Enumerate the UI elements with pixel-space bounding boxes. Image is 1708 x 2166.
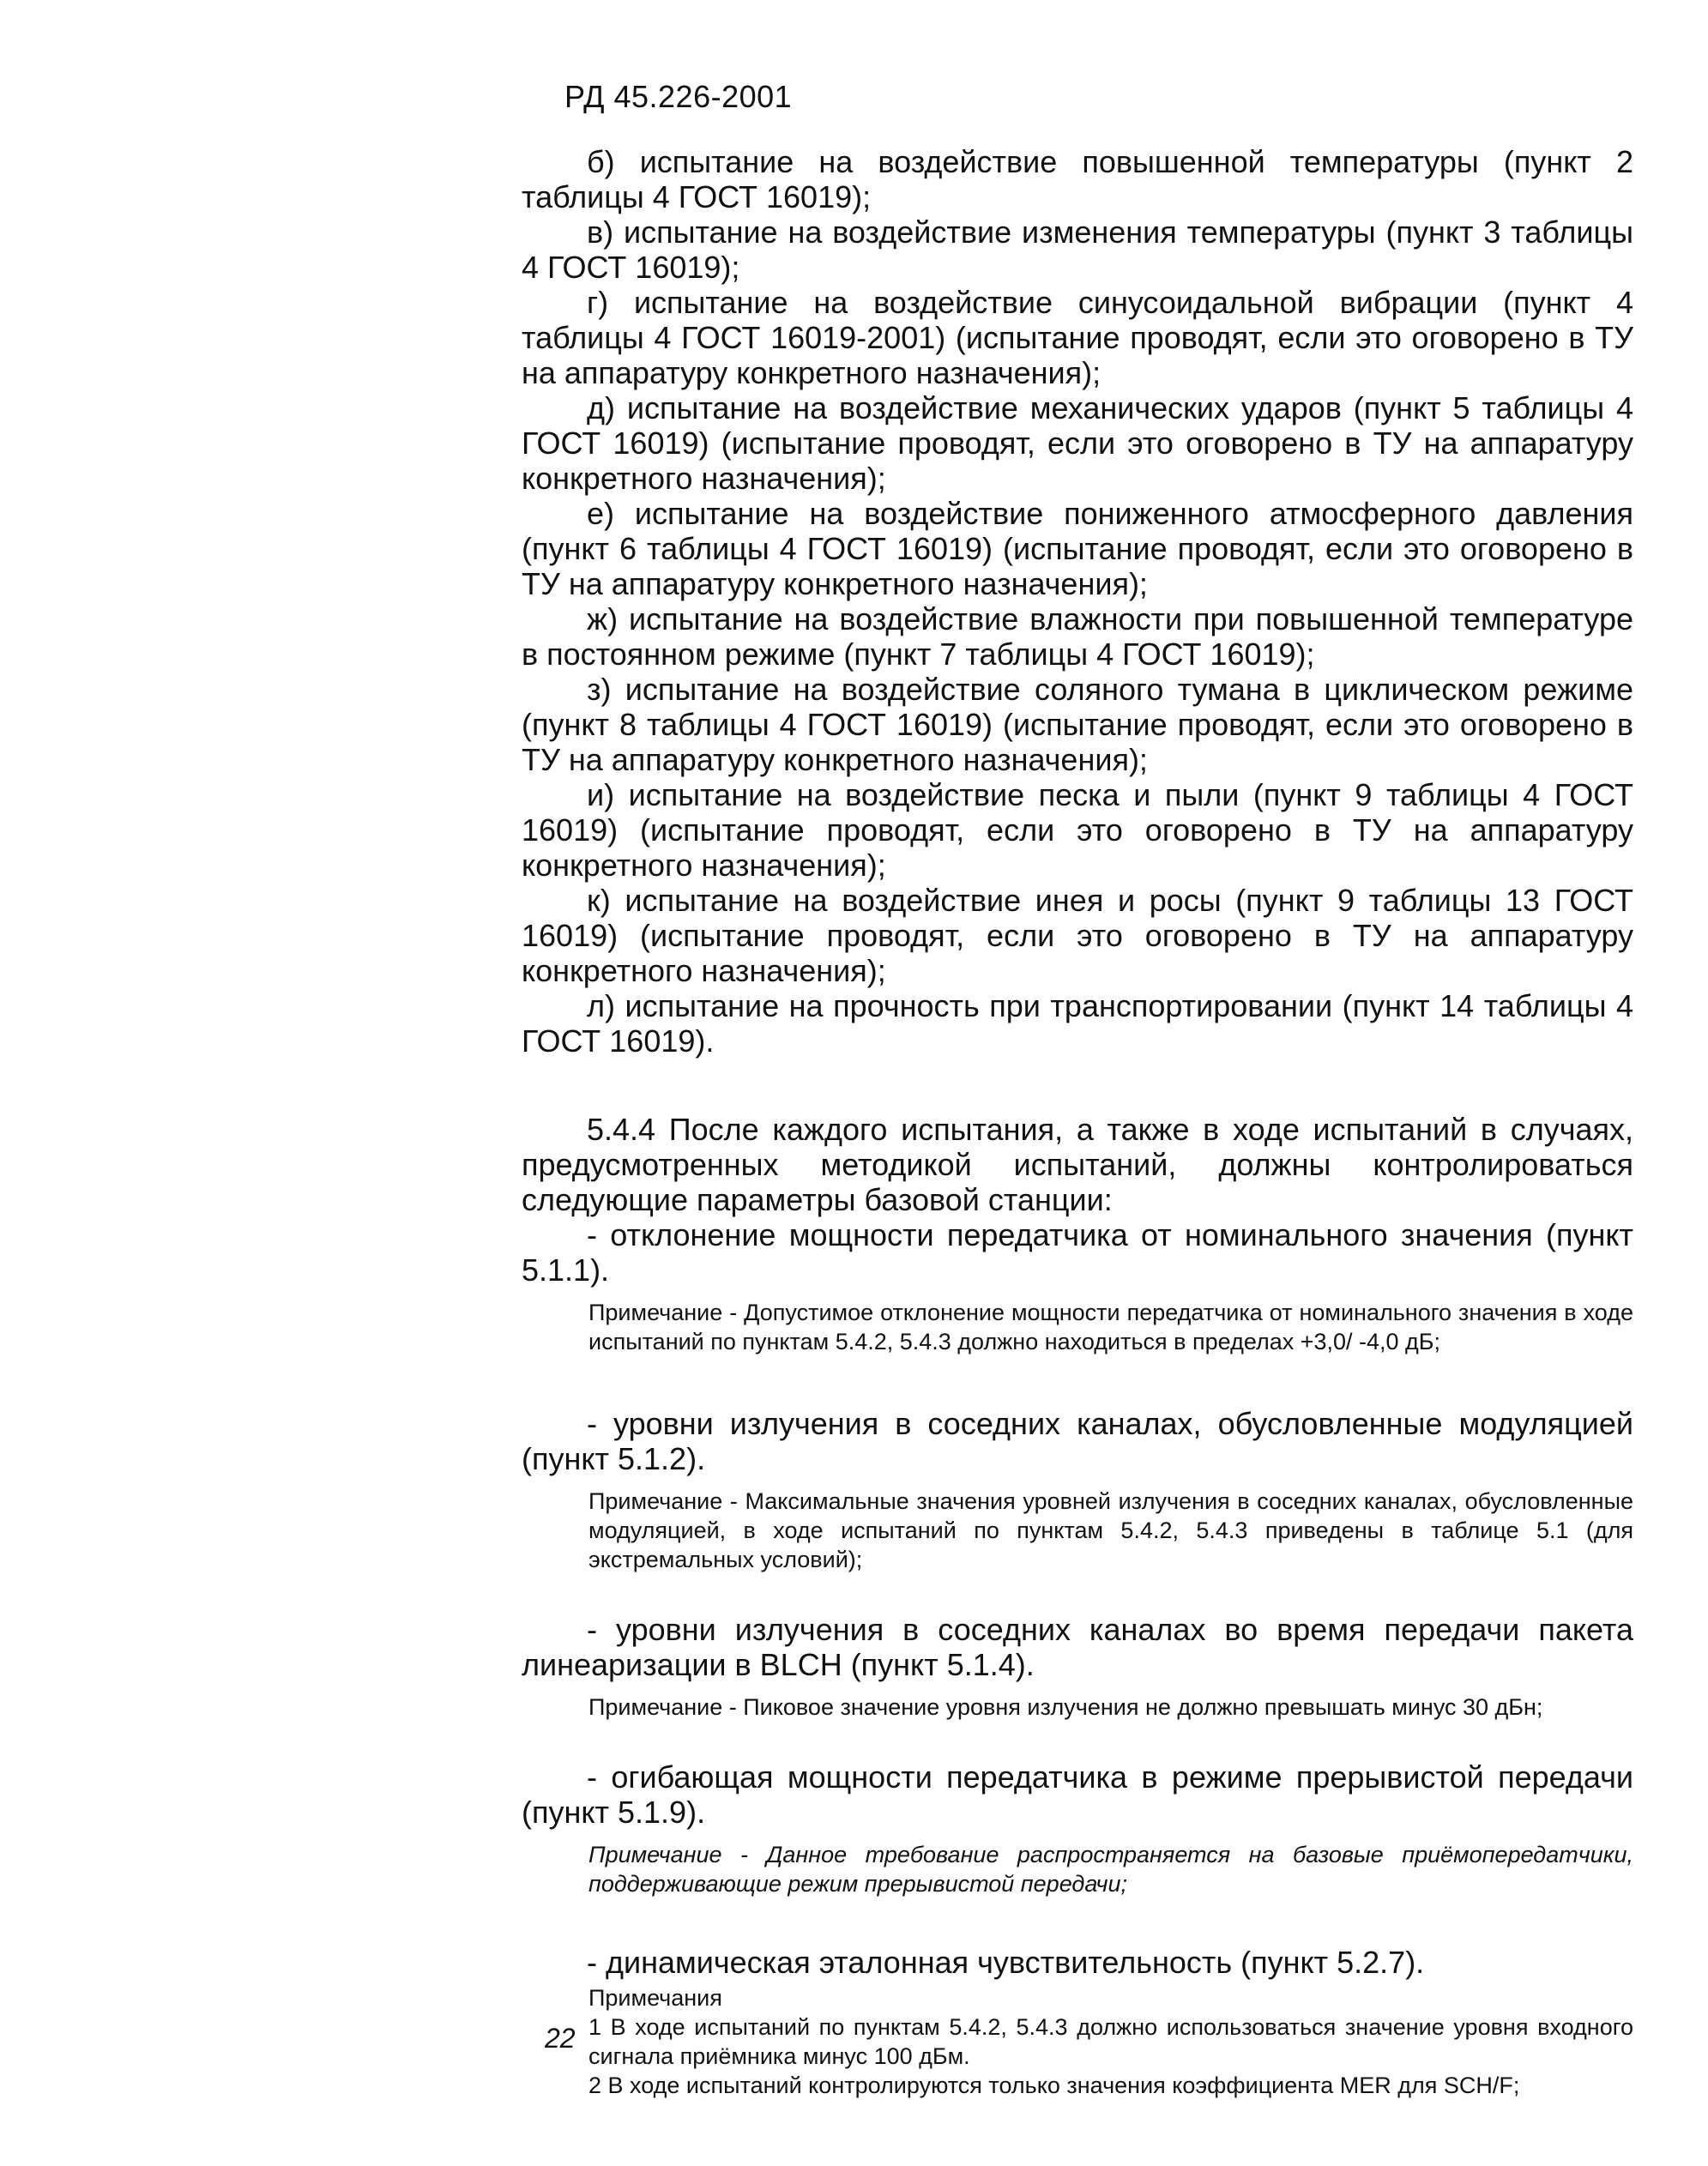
list-item-d: д) испытание на воздействие механических ударов (пункт 5 таблицы 4 ГОСТ 16019) (испытание проводят, если это оговорено в ТУ на аппаратуру конкретного назначения);: [522, 390, 1633, 496]
section-5-4-4-intro: 5.4.4 После каждого испытания, а также в ходе испытаний в случаях, предусмотренных методикой испытаний, должны контролироваться следующие параметры базовой станции:: [522, 1112, 1633, 1217]
list-item-v: в) испытание на воздействие изменения температуры (пункт 3 таблицы 4 ГОСТ 16019);: [522, 214, 1633, 285]
list-item-k: к) испытание на воздействие инея и росы (пункт 9 таблицы 13 ГОСТ 16019) (испытание проводят, если это оговорено в ТУ на аппаратуру конкретного назначения);: [522, 883, 1633, 988]
note-adjacent-blch: Примечание - Пиковое значение уровня излучения не должно превышать минус 30 дБн;: [588, 1694, 1543, 1720]
note-power-deviation: Примечание - Допустимое отклонение мощности передатчика от номинального значения в ходе испытаний по пунктам 5.4.2, 5.4.3 должно находиться в пределах +3,0/ -4,0 дБ;: [588, 1300, 1633, 1355]
list-item-b: б) испытание на воздействие повышенной температуры (пункт 2 таблицы 4 ГОСТ 16019);: [522, 144, 1633, 214]
param-power-deviation: - отклонение мощности передатчика от номинального значения (пункт 5.1.1).: [522, 1217, 1633, 1288]
document-code: РД 45.226-2001: [564, 79, 793, 114]
list-item-z: з) испытание на воздействие соляного тумана в циклическом режиме (пункт 8 таблицы 4 ГОСТ 16019) (испытание проводят, если это оговорено в ТУ на аппаратуру конкретного назначения);: [522, 672, 1633, 777]
param-power-envelope: - огибающая мощности передатчика в режиме прерывистой передачи (пункт 5.1.9).: [522, 1759, 1633, 1830]
list-item-e: е) испытание на воздействие пониженного атмосферного давления (пункт 6 таблицы 4 ГОСТ 16019) (испытание проводят, если это оговорено в ТУ на аппаратуру конкретного назначения);: [522, 496, 1633, 601]
notes-title: Примечания: [588, 1985, 722, 2011]
note-sensitivity-2: 2 В ходе испытаний контролируются только значения коэффициента MER для SCH/F;: [588, 2072, 1520, 2098]
list-item-zh: ж) испытание на воздействие влажности при повышенной температуре в постоянном режиме (пункт 7 таблицы 4 ГОСТ 16019);: [522, 601, 1633, 672]
note-power-envelope: Примечание - Данное требование распространяется на базовые приёмопередатчики, поддерживающие режим прерывистой передачи;: [588, 1842, 1633, 1897]
page-number: 22: [545, 2023, 576, 2054]
param-adjacent-modulation: - уровни излучения в соседних каналах, обусловленные модуляцией (пункт 5.1.2).: [522, 1406, 1633, 1476]
param-adjacent-blch: - уровни излучения в соседних каналах во время передачи пакета линеаризации в BLCH (пункт 5.1.4).: [522, 1612, 1633, 1682]
document-body: [522, 144, 1633, 2100]
list-item-g: г) испытание на воздействие синусоидальной вибрации (пункт 4 таблицы 4 ГОСТ 16019-2001) (испытание проводят, если это оговорено в ТУ на аппаратуру конкретного назначения);: [522, 285, 1633, 390]
param-dynamic-sensitivity: - динамическая эталонная чувствительность (пункт 5.2.7).: [587, 1945, 1425, 1980]
list-item-i: и) испытание на воздействие песка и пыли (пункт 9 таблицы 4 ГОСТ 16019) (испытание проводят, если это оговорено в ТУ на аппаратуру конкретного назначения);: [522, 777, 1633, 883]
note-sensitivity-1: 1 В ходе испытаний по пунктам 5.4.2, 5.4.3 должно использоваться значение уровня входного сигнала приёмника минус 100 дБм.: [588, 2014, 1633, 2069]
list-item-l: л) испытание на прочность при транспортировании (пункт 14 таблицы 4 ГОСТ 16019).: [522, 988, 1633, 1059]
note-adjacent-modulation: Примечание - Максимальные значения уровней излучения в соседних каналах, обусловленные модуляцией, в ходе испытаний по пунктам 5.4.2, 5.4.3 приведены в таблице 5.1 (для экстремальных условий);: [588, 1488, 1633, 1572]
